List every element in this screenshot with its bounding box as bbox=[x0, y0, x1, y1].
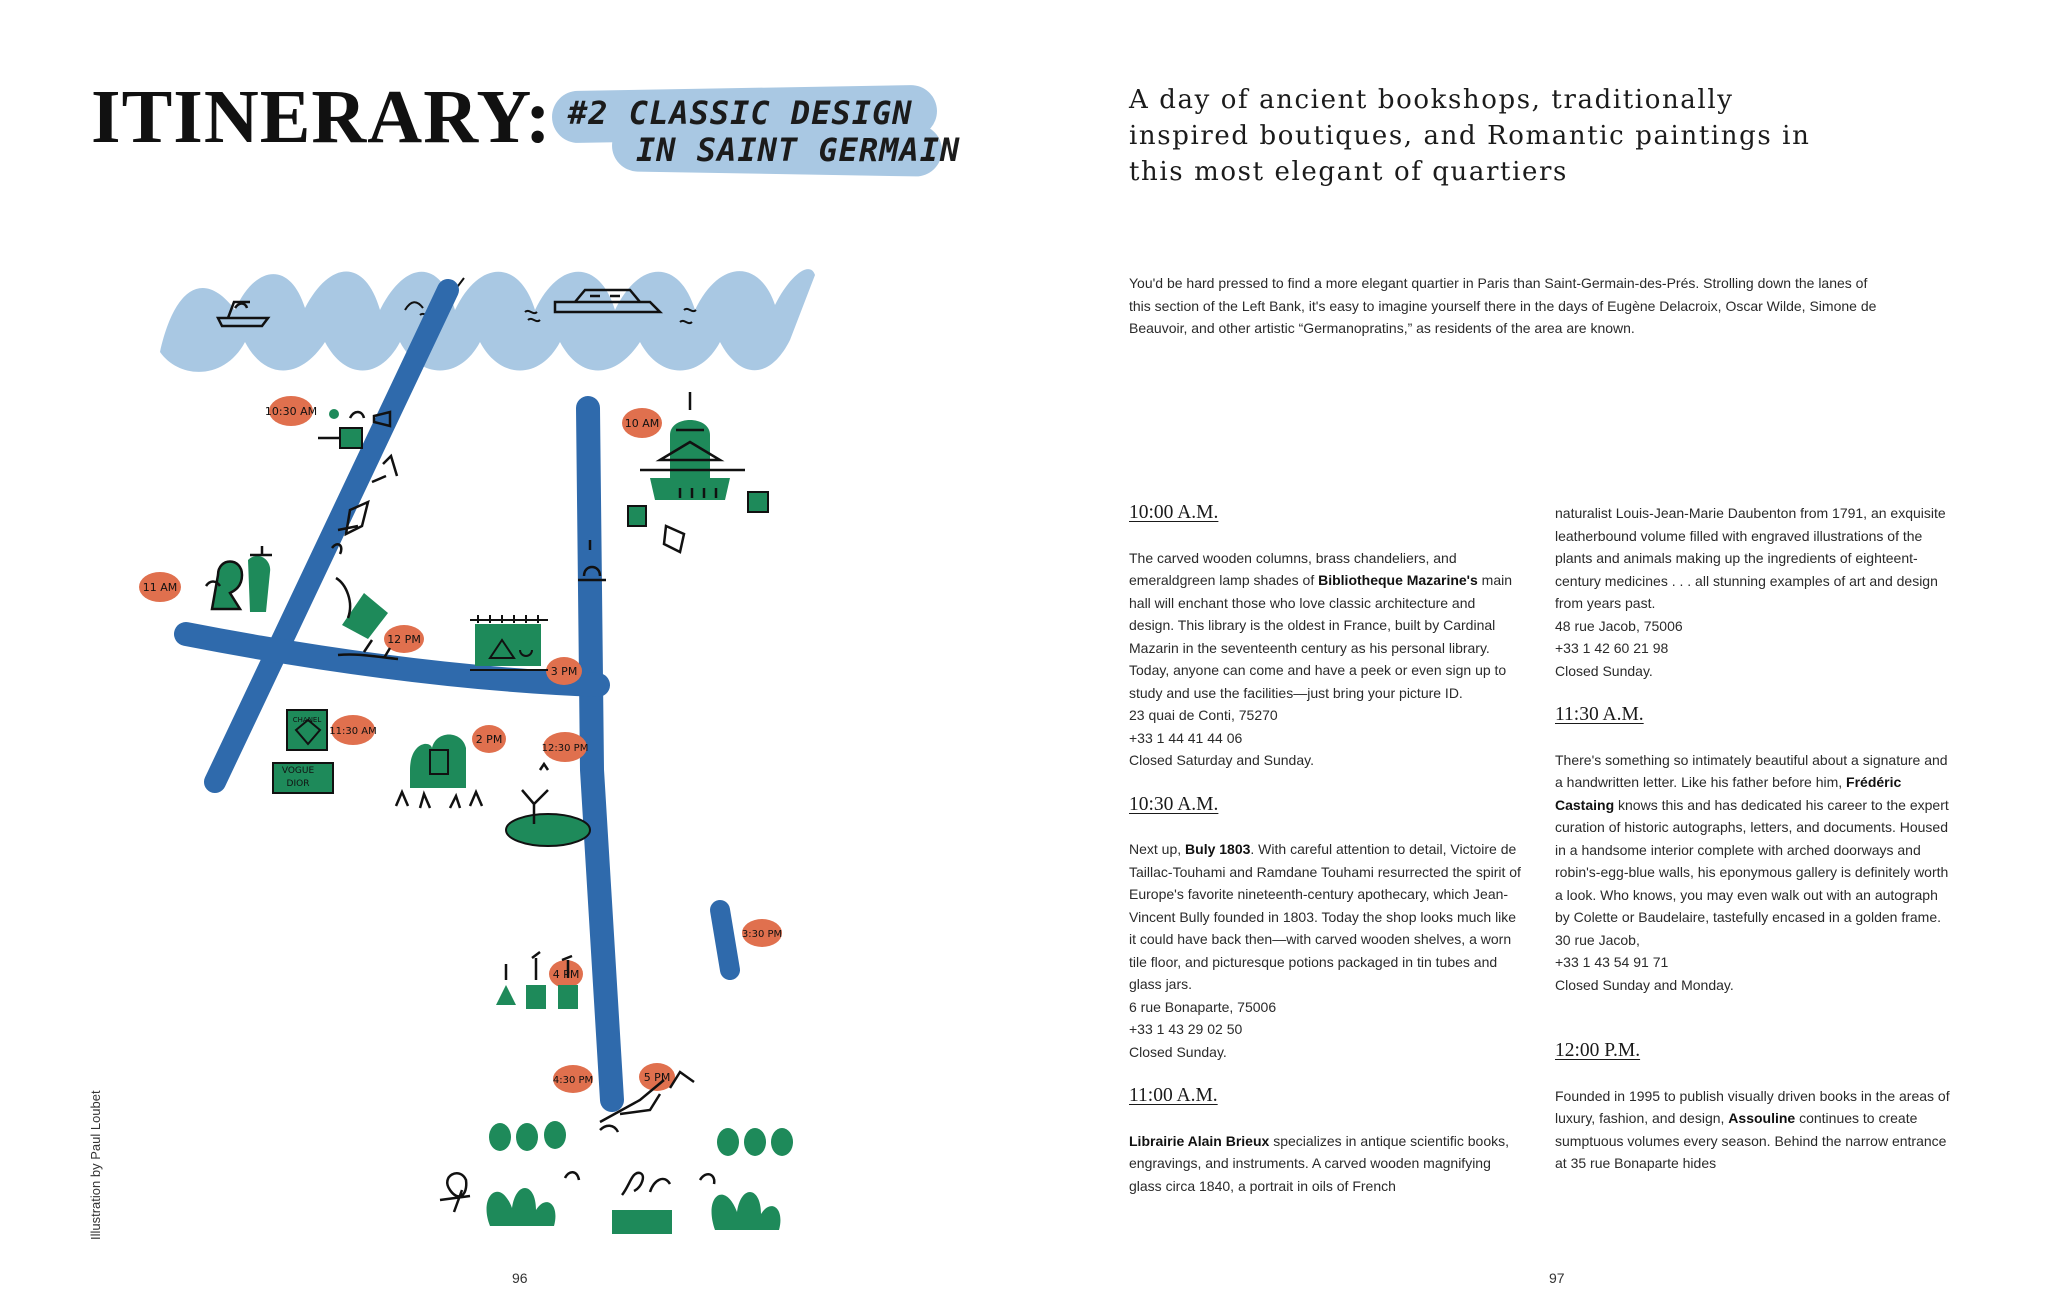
itinerary-column-2 bbox=[1555, 502, 1950, 1175]
entry-hours: Closed Sunday. bbox=[1129, 1043, 1227, 1060]
intro-heading: A day of ancient bookshops, traditionally inspired boutiques, and Romantic paintings in this most elegant of quartiers bbox=[1129, 85, 1811, 187]
time-badge-330pm bbox=[742, 919, 782, 947]
dior-sign: DIOR bbox=[286, 779, 310, 789]
time-badge-4pm bbox=[549, 960, 583, 988]
itinerary-entry-1200pm bbox=[1555, 1040, 1950, 1175]
svg-text:12 PM: 12 PM bbox=[387, 633, 421, 646]
entry-continuation: naturalist Louis-Jean-Marie Daubenton from 1791, an exquisite leatherbound volume filled with engraved illustrations of the plants and animals making up the ingredients of eighteent-century medicines . . . all stunning examples of art and design from years past. bbox=[1555, 505, 1946, 611]
entry-phone: +33 1 42 60 21 98 bbox=[1555, 640, 1669, 656]
venue-name: Bibliotheque Mazarine's bbox=[1318, 572, 1478, 588]
chanel-sign: CHANEL bbox=[292, 716, 322, 724]
svg-text:11 AM: 11 AM bbox=[142, 581, 178, 594]
venue-name: Frédéric Castaing bbox=[1555, 774, 1902, 813]
page-title: ITINERARY: bbox=[91, 75, 552, 159]
svg-text:5 PM: 5 PM bbox=[643, 1071, 671, 1084]
itinerary-entry-1030am bbox=[1129, 794, 1524, 1064]
vogue-sign: VOGUE bbox=[281, 766, 315, 776]
book-icons bbox=[628, 492, 768, 552]
neighborhood-map bbox=[0, 230, 1060, 1260]
svg-text:11:30 AM: 11:30 AM bbox=[329, 726, 377, 737]
entry-time: 11:00 A.M. bbox=[1129, 1085, 1218, 1106]
title-tag-line-1: #2 CLASSIC DESIGN bbox=[568, 94, 913, 132]
page-number-left: 96 bbox=[512, 1270, 528, 1286]
museum-garden-icon bbox=[396, 735, 482, 809]
entry-time: 12:00 P.M. bbox=[1555, 1040, 1641, 1061]
time-badge-1130am bbox=[329, 715, 376, 745]
svg-text:3:30 PM: 3:30 PM bbox=[741, 929, 783, 940]
svg-text:12:30 PM: 12:30 PM bbox=[541, 743, 589, 754]
page-number-right: 97 bbox=[1549, 1270, 1565, 1286]
time-badge-3pm bbox=[546, 657, 582, 685]
entry-address: 23 quai de Conti, 75270 bbox=[1129, 707, 1278, 723]
time-badge-10am bbox=[622, 408, 662, 438]
time-badge-1030am bbox=[265, 396, 317, 426]
entry-description: Librairie Alain Brieux specializes in antique scientific books, engravings, and instruments. A carved wooden magnifying glass circa 1840, a portrait in oils of French bbox=[1129, 1132, 1509, 1194]
svg-text:4:30 PM: 4:30 PM bbox=[552, 1075, 594, 1086]
entry-hours: Closed Saturday and Sunday. bbox=[1129, 752, 1314, 768]
garden-hedges-icon bbox=[487, 1121, 793, 1234]
svg-text:3 PM: 3 PM bbox=[550, 665, 578, 678]
entry-phone: +33 1 44 41 44 06 bbox=[1129, 729, 1243, 746]
entry-description: The carved wooden columns, brass chandeliers, and emeraldgreen lamp shades of Bibliotheque Mazarine's main hall will enchant those who love classic architecture and design. This library is the oldest in France, built by Cardinal Mazarin in the seventeenth century as his personal library. Today, anyone can come and have a peek or even sign up to study and use the facilities—just bring your picture ID. bbox=[1129, 549, 1513, 701]
entry-description: Next up, Buly 1803. With careful attention to detail, Victoire de Taillac-Touhami and Ramdane Touhami resurrected the spirit of Europe's favorite nineteenth-century apothecary, which Jean-Vincent Bully founded in 1803. Today the shop looks much like it could have back then—with carved wooden shelves, a worn tile floor, and picturesque potions packaged in tin tubes and glass jars. bbox=[1129, 841, 1521, 992]
itinerary-column-1 bbox=[1129, 502, 1524, 1197]
entry-time: 10:30 A.M. bbox=[1129, 793, 1219, 815]
itinerary-entry-1000am bbox=[1129, 502, 1524, 772]
entry-address: 48 rue Jacob, 75006 bbox=[1555, 617, 1683, 634]
illustration-credit: Illustration by Paul Loubet bbox=[88, 1090, 103, 1240]
time-badge-11am bbox=[139, 572, 181, 602]
entry-phone: +33 1 43 29 02 50 bbox=[1129, 1021, 1243, 1037]
svg-text:2 PM: 2 PM bbox=[475, 733, 503, 746]
venue-name: Buly 1803 bbox=[1185, 841, 1251, 857]
title-tag-line-2: IN SAINT GERMAIN bbox=[636, 131, 961, 169]
svg-text:4 PM: 4 PM bbox=[552, 968, 580, 981]
itinerary-entry-1130am bbox=[1555, 704, 1950, 996]
entry-time: 11:30 A.M. bbox=[1555, 704, 1644, 725]
entry-hours: Closed Sunday. bbox=[1555, 662, 1653, 679]
time-badge-430pm bbox=[553, 1065, 593, 1093]
entry-address: 6 rue Bonaparte, 75006 bbox=[1129, 998, 1277, 1015]
library-dome-icon bbox=[640, 392, 745, 500]
entry-address: 30 rue Jacob, bbox=[1555, 931, 1640, 948]
quill-letter-icon bbox=[336, 578, 388, 639]
bust-sculpture-icon bbox=[206, 546, 272, 612]
intro-paragraph: You'd be hard pressed to find a more elegant quartier in Paris than Saint-Germain-des-Prés. Strolling down the lanes of this section of the Left Bank, it's easy to imagine yourself there in the days of Eugène Delacroix, Oscar Wilde, Simone de Beauvoir, and other artistic “Germanopratins,” as residents of the area are known. bbox=[1129, 275, 1877, 336]
entry-description: Founded in 1995 to publish visually driven books in the areas of luxury, fashion, and design, Assouline continues to create sumptuous volumes every season. Behind the narrow entrance at 35 rue Bonaparte hides bbox=[1555, 1087, 1950, 1171]
entry-description: There's something so intimately beautiful about a signature and a handwritten letter. Like his father before him, Frédéric Castaing knows this and has dedicated his career to the expert curation of historic autographs, letters, and documents. Housed in a handsome interior complete with arched doorways and robin's-egg-blue walls, his eponymous gallery is definitely worth a look. Who knows, you may even walk out with an autograph by Colette or Baudelaire, tastefully encased in a golden frame. bbox=[1555, 751, 1949, 925]
venue-name: Librairie Alain Brieux bbox=[1129, 1132, 1270, 1149]
shop-counter-icon bbox=[470, 615, 548, 670]
time-badge-2pm bbox=[472, 725, 506, 753]
itinerary-entry-1100am bbox=[1129, 1085, 1524, 1197]
svg-text:10 AM: 10 AM bbox=[624, 417, 660, 430]
garden-sketches-icon bbox=[440, 1072, 714, 1212]
boutiques-icon bbox=[273, 710, 333, 793]
river-seine bbox=[160, 269, 815, 372]
fountain-pond-icon bbox=[506, 764, 590, 846]
entry-time: 10:00 A.M. bbox=[1129, 502, 1219, 523]
entry-phone: +33 1 43 54 91 71 bbox=[1555, 954, 1669, 970]
entry-hours: Closed Sunday and Monday. bbox=[1555, 976, 1734, 993]
venue-name: Assouline bbox=[1728, 1110, 1796, 1126]
svg-text:10:30 AM: 10:30 AM bbox=[264, 405, 318, 418]
